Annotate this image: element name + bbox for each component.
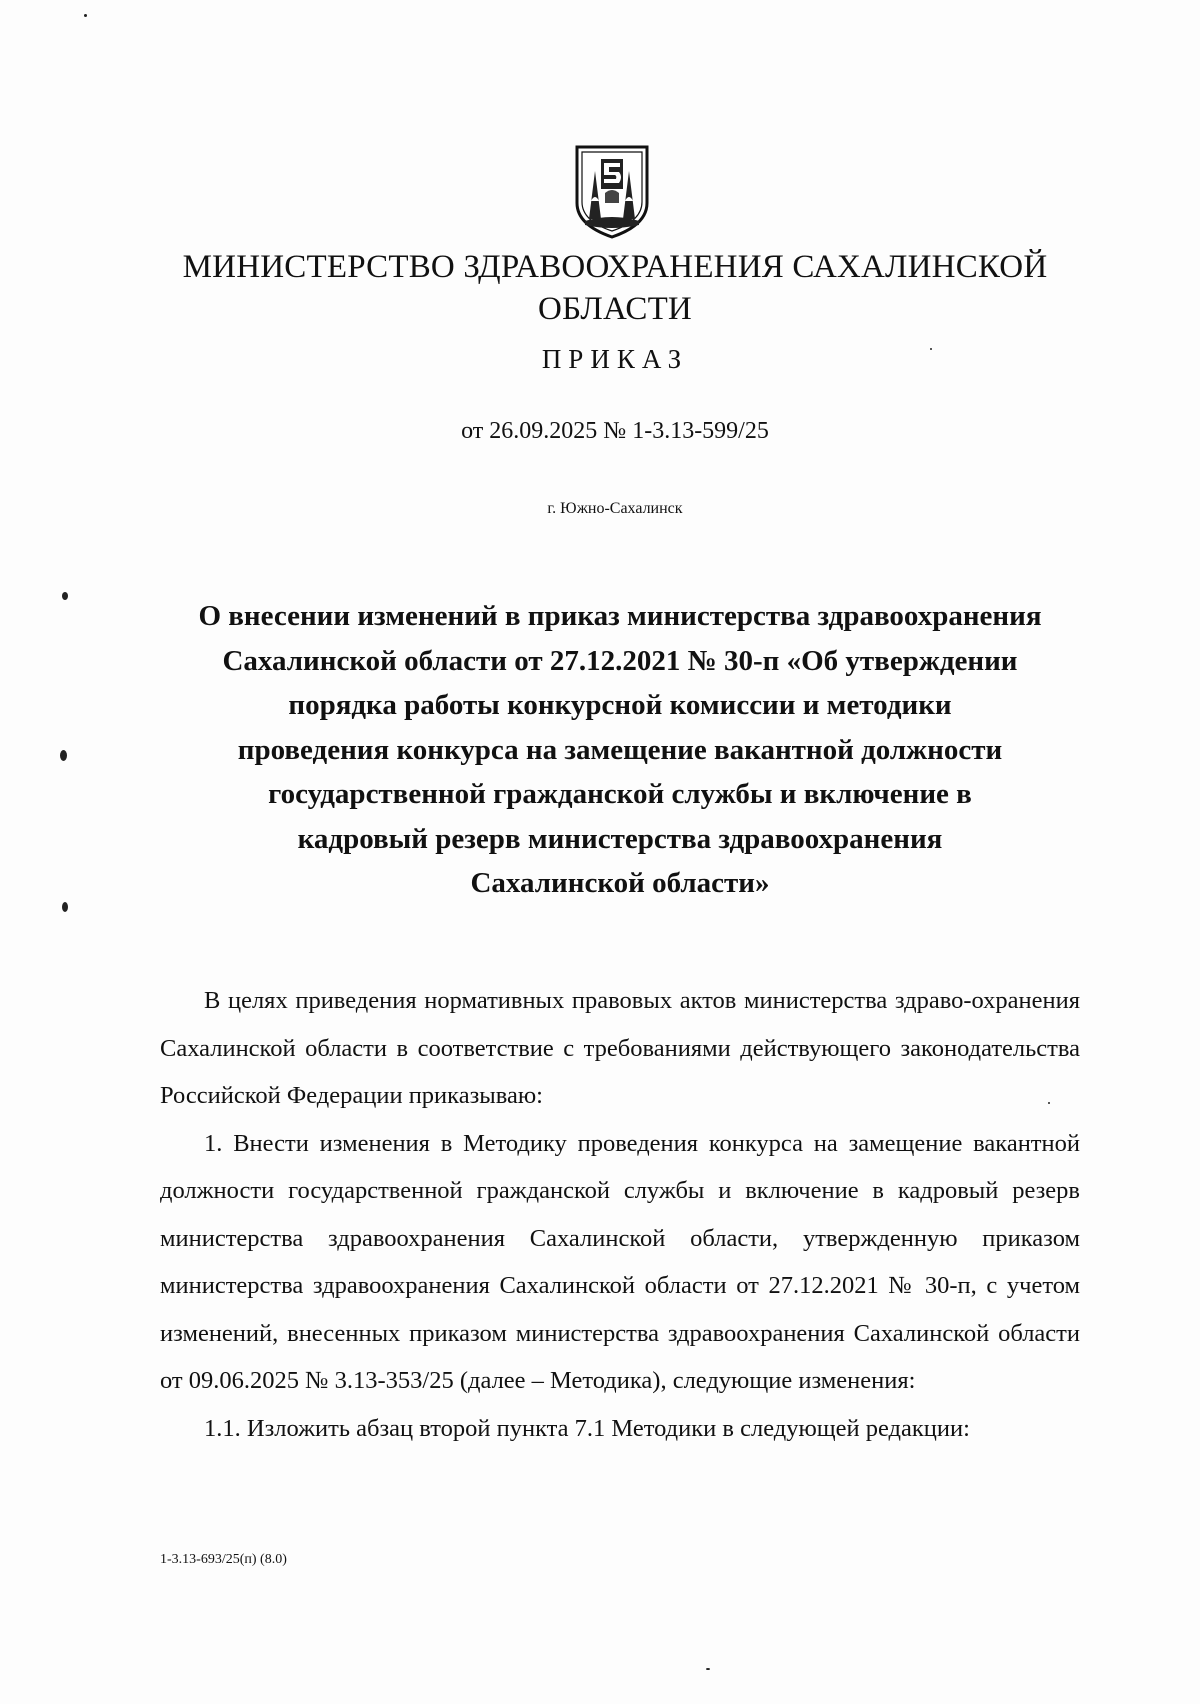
scan-speck	[706, 1668, 710, 1670]
scan-speck	[930, 348, 932, 350]
order-number: от 26.09.2025 № 1-3.13-599/25	[461, 418, 769, 444]
body-paragraph-item-1-1: 1.1. Изложить абзац второй пункта 7.1 Методики в следующей редакции:	[204, 1414, 970, 1442]
body-paragraph-item-1: 1. Внести изменения в Методику проведения конкурса на замещение вакантной должности государственной гражданской службы и включение в кадровый резерв министерства здравоохранения Сахалинской области, утвержденную приказом министерства здравоохранения Сахалинской области от 27.12.2021 № 30-п, с учетом изменений, внесенных приказом министерства здравоохранения Сахалинской области от 09.06.2025 № 3.13-353/25 (далее – Методика), следующие изменения:	[160, 1129, 1080, 1394]
ministry-name-line2: ОБЛАСТИ	[538, 291, 692, 327]
body-paragraph-preamble: В целях приведения нормативных правовых актов министерства здраво-охранения Сахалинской области в соответствие с требованиями действующего законодательства Российской Федерации приказываю:	[160, 987, 1080, 1109]
sakhalin-coat-of-arms-icon	[571, 141, 653, 241]
city-name: г. Южно-Сахалинск	[547, 500, 683, 517]
document-title	[160, 594, 1080, 906]
scan-speck	[62, 592, 68, 600]
scan-speck	[1048, 1102, 1050, 1104]
ministry-name-line1: МИНИСТЕРСТВО ЗДРАВООХРАНЕНИЯ САХАЛИНСКОЙ	[182, 249, 1048, 285]
title-line: кадровый резерв министерства здравоохранения	[297, 822, 943, 855]
document-code: 1-3.13-693/25(п) (8.0)	[160, 1552, 287, 1567]
title-line: Сахалинской области»	[470, 867, 770, 899]
title-line: Сахалинской области от 27.12.2021 № 30-п «Об утверждении	[222, 644, 1018, 677]
title-line: порядка работы конкурсной комиссии и методики	[288, 689, 952, 721]
scan-speck	[62, 902, 68, 912]
document-body	[160, 977, 1080, 1452]
order-heading: ПРИКАЗ	[541, 344, 689, 374]
ministry-name	[150, 246, 1080, 330]
scan-speck	[60, 750, 67, 761]
scan-speck	[84, 14, 87, 17]
title-line: проведения конкурса на замещение вакантной должности	[237, 733, 1003, 766]
title-line: О внесении изменений в приказ министерства здравоохранения	[198, 600, 1042, 632]
title-line: государственной гражданской службы и включение в	[268, 778, 972, 810]
